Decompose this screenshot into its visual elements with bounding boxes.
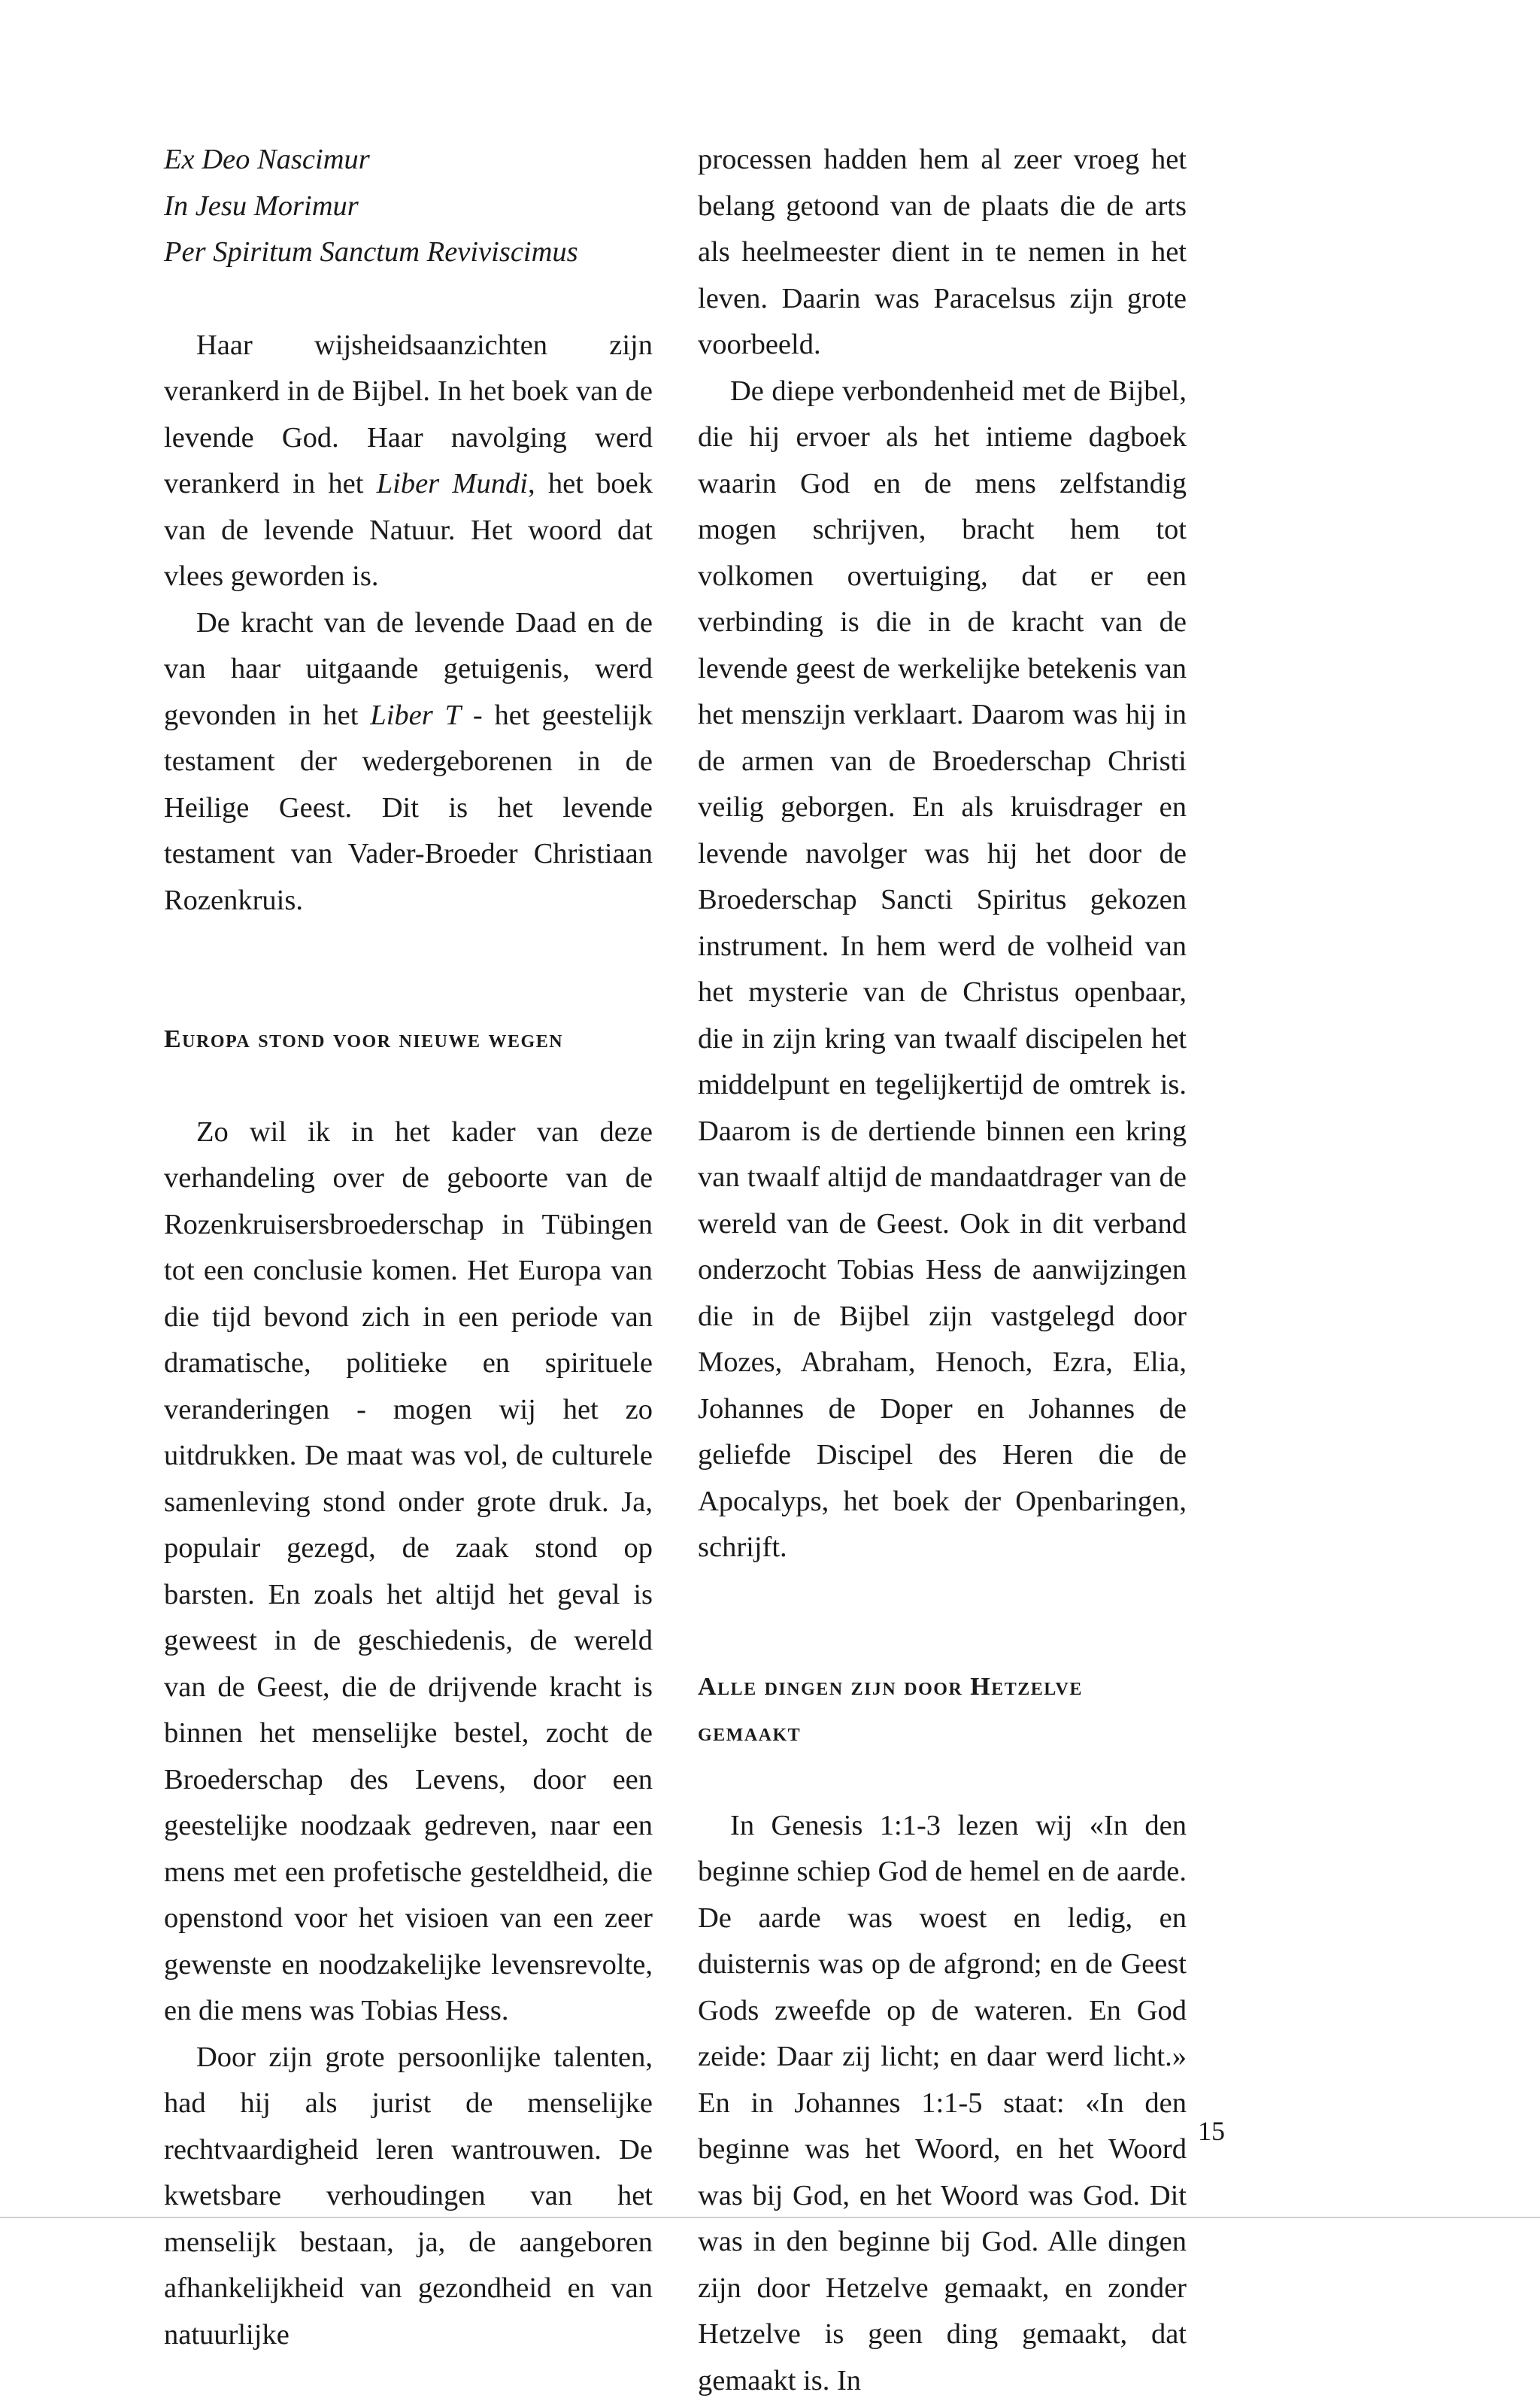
paragraph: Door zijn grote persoonlijke talenten, had hij als jurist de menselijke rechtvaardigheid leren wantrouwen. De kwetsbare verhoudingen van het menselijk bestaan, ja, de aangeboren afhankelijkheid van gezondheid en van natuurlijke <box>164 2035 653 2359</box>
paragraph: In Genesis 1:1-3 lezen wij «In den beginne schiep God de hemel en de aarde. De aarde was woest en ledig, en duisternis was op de afgrond; en de Geest Gods zweefde op de wateren. En God zeide: Daar zij licht; en daar werd licht.» En in Johannes 1:1-5 staat: «In den beginne was het Woord, en het Woord was bij God, en het Woord was God. Dit was in den beginne bij God. Alle dingen zijn door Hetzelve gemaakt, en zonder Hetzelve is geen ding gemaakt, dat gemaakt is. In <box>698 1803 1187 2404</box>
section-heading: Alle dingen zijn door Hetzelve gemaakt <box>698 1664 1164 1756</box>
latin-motto <box>164 137 653 276</box>
left-column <box>164 137 653 2358</box>
page-number: 15 <box>1198 2112 1225 2150</box>
motto-line: Ex Deo Nascimur <box>164 137 653 184</box>
section-heading: Europa stond voor nieuwe wegen <box>164 1016 653 1063</box>
paragraph: Zo wil ik in het kader van deze verhandeling over de geboorte van de Rozenkruisersbroederschap in Tübingen tot een conclusie komen. Het Europa van die tijd bevond zich in een periode van dramatische, politieke en spirituele veranderingen - mogen wij het zo uitdrukken. De maat was vol, de culturele samenleving stond onder grote druk. Ja, populair gezegd, de zaak stond op barsten. En zoals het altijd het geval is geweest in de geschiedenis, de wereld van de Geest, die de drijvende kracht is binnen het menselijke bestel, zocht de Broederschap des Levens, door een geestelijke noodzaak gedreven, naar een mens met een profetische gesteldheid, die openstond voor het visioen van een zeer gewenste en noodzakelijke levensrevolte, en die mens was Tobias Hess. <box>164 1109 653 2035</box>
motto-line: Per Spiritum Sanctum Reviviscimus <box>164 229 653 276</box>
scan-edge-divider <box>0 2217 1540 2218</box>
paragraph: processen hadden hem al zeer vroeg het belang getoond van de plaats die de arts als heelmeester dient in te nemen in het leven. Daarin was Paracelsus zijn grote voorbeeld. <box>698 137 1187 369</box>
paragraph: Haar wijsheidsaanzichten zijn verankerd in de Bijbel. In het boek van de levende God. Haar navolging werd verankerd in het Liber Mundi, het boek van de levende Natuur. Het woord dat vlees geworden is. <box>164 323 653 600</box>
motto-line: In Jesu Morimur <box>164 184 653 230</box>
right-column <box>698 137 1187 2404</box>
paragraph: De kracht van de levende Daad en de van haar uitgaande getuigenis, werd gevonden in het Liber T - het geestelijk testament der wedergeborenen in de Heilige Geest. Dit is het levende testament van Vader-Broeder Christiaan Rozenkruis. <box>164 600 653 924</box>
paragraph: De diepe verbondenheid met de Bijbel, die hij ervoer als het intieme dagboek waarin God en de mens zelfstandig mogen schrijven, bracht hem tot volkomen overtuiging, dat er een verbinding is die in de kracht van de levende geest de werkelijke betekenis van het menszijn verklaart. Daarom was hij in de armen van de Broederschap Christi veilig geborgen. En als kruisdrager en levende navolger was hij het door de Broederschap Sancti Spiritus gekozen instrument. In hem werd de volheid van het mysterie van de Christus openbaar, die in zijn kring van twaalf discipelen het middelpunt en tegelijkertijd de omtrek is. Daarom is de dertiende binnen een kring van twaalf altijd de mandaatdrager van de wereld van de Geest. Ook in dit verband onderzocht Tobias Hess de aanwijzingen die in de Bijbel zijn vastgelegd door Mozes, Abraham, Henoch, Ezra, Elia, Johannes de Doper en Johannes de geliefde Discipel des Heren die de Apocalyps, het boek der Openbaringen, schrijft. <box>698 369 1187 1571</box>
